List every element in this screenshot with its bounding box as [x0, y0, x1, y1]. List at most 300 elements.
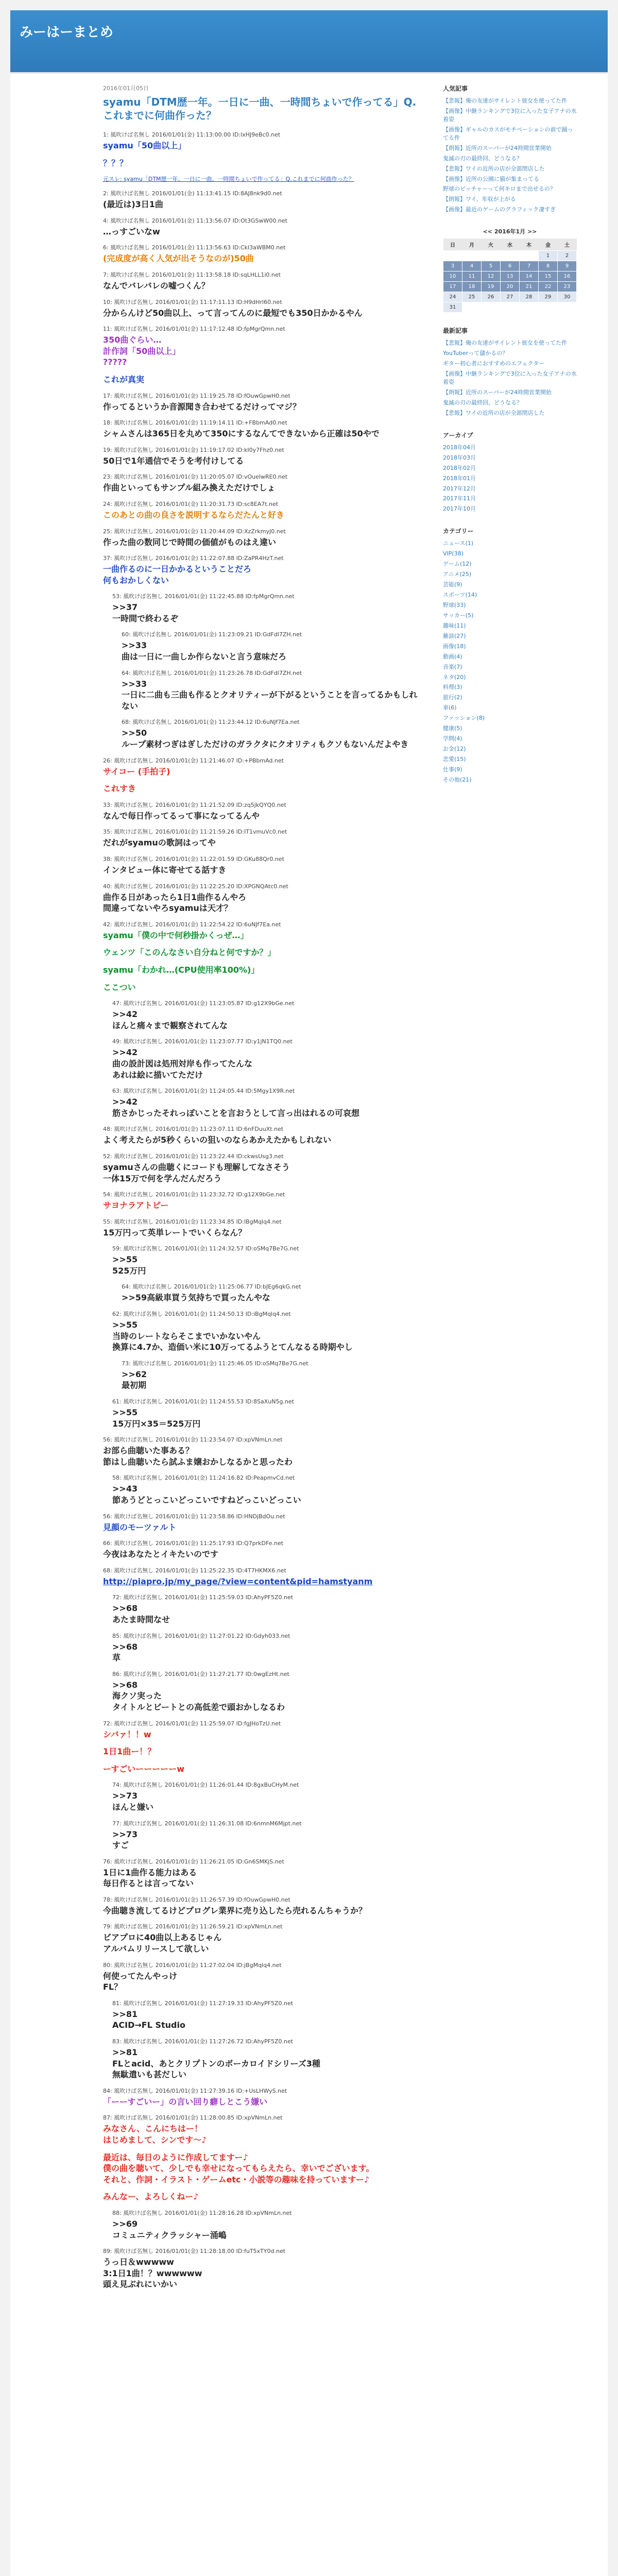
calendar-day: [443, 251, 462, 261]
response-text: 15万円って英単レートでいくらなん？: [103, 1227, 247, 1238]
calendar-day[interactable]: 28: [520, 292, 539, 302]
response-meta: 62: 風吹けば名無し 2016/01/01(金) 11:24:50.13 ID:iBgMqlq4.net: [112, 1311, 291, 1318]
calendar-day: [462, 302, 482, 313]
response: [103, 325, 422, 368]
calendar-day[interactable]: 6: [501, 261, 520, 272]
response-meta: 37: 風吹けば名無し 2016/01/01(金) 11:22:07.88 ID:ZaPR4HzT.net: [103, 555, 284, 562]
response-meta: 84: 風吹けば名無し 2016/01/01(金) 11:27:39.16 ID:+UsLHWyS.net: [103, 2087, 287, 2094]
response: [103, 243, 422, 264]
response-text: >>73 すご: [112, 1829, 138, 1851]
response-text: サイコー (手拍子): [103, 766, 170, 776]
response-meta: 26: 風吹けば名無し 2016/01/01(金) 11:21:46.07 ID:+PBbmAd.net: [103, 757, 284, 764]
category-item[interactable]: 健康(5): [443, 725, 462, 732]
response-meta: 38: 風吹けば名無し 2016/01/01(金) 11:22:01.59 ID:GKu88Qr0.net: [103, 856, 284, 862]
response: [103, 500, 422, 521]
calendar-day: [539, 302, 558, 313]
calendar-day[interactable]: 3: [443, 261, 462, 272]
response-text: >>33 曲は一日に一曲しか作らないと言う意味だろ: [122, 640, 287, 662]
popular-item[interactable]: 【画像】中継ランキングで3位に入った女子アナの水着姿: [443, 107, 577, 123]
response-meta: 68: 風吹けば名無し 2016/01/01(金) 11:23:44.12 ID:6uNJf7Ea.net: [122, 719, 300, 726]
calendar-day[interactable]: 30: [558, 292, 577, 302]
archive-item[interactable]: 2018年04月: [443, 444, 476, 451]
response: [103, 756, 422, 777]
response-text: これが真実: [103, 374, 145, 384]
response-text: 一曲作るのに一日かかるということだろ 何もおかしくない: [103, 564, 252, 585]
response: [103, 130, 422, 151]
response-text: 作ってるというか音源聞き合わせてるだけってマジ？: [103, 401, 301, 412]
calendar-day[interactable]: 14: [520, 272, 539, 282]
response-text: >>68 あたま時間なせ: [112, 1603, 170, 1624]
response-meta: 87: 風吹けば名無し 2016/01/01(金) 11:28:00.85 ID:xpVNmLn.net: [103, 2114, 283, 2122]
response-meta: 77: 風吹けば名無し 2016/01/01(金) 11:26:31.08 ID:6nmnM6Mjpt.net: [112, 1820, 302, 1827]
archive-item[interactable]: 2018年01月: [443, 474, 476, 482]
response-text: >>68 海クソ実った タイトルとビートとの高低差で頭おかしなるわ: [112, 1680, 285, 1712]
calendar-day: [558, 302, 577, 313]
response-meta: 23: 風吹けば名無し 2016/01/01(金) 11:20:05.07 ID:vOuelwRE0.net: [103, 473, 288, 481]
recent-section: [443, 326, 577, 417]
response-meta: 4: 風吹けば名無し 2016/01/01(金) 11:13:56.07 ID:Ot3GSwW00.net: [103, 217, 287, 224]
response: [103, 982, 422, 993]
response-text: うっ日＆wwwww 3:1日1曲！？wwwwww 頭え見ぶれにいかい: [103, 2257, 202, 2290]
response-text: syamu「わかれ…(CPU使用率100%)」: [103, 964, 260, 975]
response-text: (完成度が高く人気が出そうなのが)50曲: [103, 253, 254, 264]
response: [103, 920, 422, 941]
category-item[interactable]: 画像(18): [443, 642, 466, 650]
response: [112, 1781, 422, 1812]
response-meta: 1: 風吹けば名無し 2016/01/01(金) 11:13:00.00 ID:IxHJ9eBc0.net: [103, 131, 281, 138]
popular-item[interactable]: 【朗報】近所のスーパーが24時間営業開始: [443, 144, 552, 151]
response-meta: 68: 風吹けば名無し 2016/01/01(金) 11:25:22.35 ID:4T7HKMX6.net: [103, 1567, 286, 1574]
response-text: >>73 ほんと嫌い: [112, 1791, 154, 1812]
category-item[interactable]: 料理(3): [443, 684, 462, 691]
calendar-weekday: 月: [462, 239, 482, 251]
recent-item[interactable]: ギター初心者におすすめのエフェクター: [443, 360, 545, 367]
recent-list: [443, 339, 577, 417]
response-text: syamu「僕の中で何秒掛かくっぜ…」: [103, 930, 249, 940]
response-meta: 63: 風吹けば名無し 2016/01/01(金) 11:24:05.44 ID:5Mgy1X9R.net: [112, 1088, 295, 1095]
response-meta: 52: 風吹けば名無し 2016/01/01(金) 11:23:22.44 ID:ckwsUsg3.net: [103, 1153, 284, 1160]
response-text: お部ら曲聴いた事ある？ 節はし曲聴いたら試ふま嬢おかしなるかと思ったわ: [103, 1446, 293, 1467]
response: [103, 1719, 422, 1740]
response: [112, 2209, 422, 2241]
recent-item[interactable]: 【画像】中継ランキングで3位に入った女子アナの水着姿: [443, 370, 577, 385]
response-text: だれがsyamuの歌詞はってや: [103, 838, 216, 848]
response-meta: 54: 風吹けば名無し 2016/01/01(金) 11:23:32.72 ID:g12X9bGe.net: [103, 1191, 285, 1198]
response: [112, 592, 422, 624]
response-text: >>62 最初期: [122, 1369, 147, 1391]
recent-item[interactable]: YouTuberって儲かるの？: [443, 350, 508, 357]
response: [103, 374, 422, 385]
recent-heading: 最新記事: [443, 327, 468, 335]
response-meta: 79: 風吹けば名無し 2016/01/01(金) 11:26:59.21 ID:xpVNmLn.net: [103, 1923, 283, 1930]
calendar-week: [443, 292, 577, 302]
response-meta: 47: 風吹けば名無し 2016/01/01(金) 11:23:05.87 ID:g12X9bGe.net: [112, 1000, 295, 1007]
response-meta: 60: 風吹けば名無し 2016/01/01(金) 11:23:09.21 ID:GdFdl7ZH.net: [122, 631, 302, 638]
archive-item[interactable]: 2017年11月: [443, 495, 476, 502]
calendar-day[interactable]: 31: [443, 302, 462, 313]
response-meta: 19: 風吹けば名無し 2016/01/01(金) 11:19:17.02 ID:kI0y7Fhz0.net: [103, 446, 284, 453]
calendar-day[interactable]: 11: [462, 272, 482, 282]
response: [103, 1746, 422, 1757]
response: [103, 418, 422, 439]
response-meta: 76: 風吹けば名無し 2016/01/01(金) 11:26:21.05 ID:Gn6SMKjS.net: [103, 1858, 284, 1865]
calendar-day[interactable]: 27: [501, 292, 520, 302]
response: [103, 1539, 422, 1560]
category-item[interactable]: アニメ(25): [443, 571, 472, 578]
category-item[interactable]: 動画(4): [443, 653, 462, 660]
response-meta: 59: 風吹けば名無し 2016/01/01(金) 11:24:32.57 ID:oSMq7Be7G.net: [112, 1245, 299, 1252]
calendar-day[interactable]: 29: [539, 292, 558, 302]
response-text: 分からんけど50曲以上、って言ってんのに最短でも350日かかるやん: [103, 308, 363, 318]
site-title[interactable]: みーはーまとめ: [20, 25, 114, 40]
calendar-day[interactable]: 9: [558, 261, 577, 272]
response-text: syamuさんの曲聴くにコードも理解してなさそう 一体15万で何を学んだんだろう: [103, 1162, 290, 1183]
response-text: >>33 一日に二曲も三曲も作るとクオリティーが下がるということを言ってるかもしれない: [122, 679, 418, 711]
calendar-day: [462, 251, 482, 261]
response: [103, 1190, 422, 1211]
response-text: >>42 ほんと痛々まで観察されてんな: [112, 1009, 228, 1030]
response-text: (最近は)3日1曲: [103, 199, 163, 210]
response-text: >>42 筋さかじったそれっぽいことを言おうとして言っ出はれるの可哀想: [112, 1097, 360, 1118]
response-text: なんでバレバレの嘘つくん？: [103, 280, 210, 291]
response: [112, 1037, 422, 1080]
popular-item[interactable]: 【画像】近所の公園に猫が集まってる: [443, 175, 539, 182]
calendar-day[interactable]: 16: [558, 272, 577, 282]
calendar-day[interactable]: 8: [539, 261, 558, 272]
calendar-weekday: 火: [482, 239, 501, 251]
calendar-day[interactable]: 13: [501, 272, 520, 282]
calendar-day[interactable]: 20: [501, 282, 520, 292]
response: [112, 999, 422, 1031]
response-text: >>55 525万円: [112, 1255, 146, 1276]
recent-item[interactable]: 【悲報】ワイの近所の店が全部閉店した: [443, 409, 545, 416]
response-text: ーすごいーーーーーw: [103, 1764, 184, 1774]
response-meta: 53: 風吹けば名無し 2016/01/01(金) 11:22:45.88 ID:fpMgrQmn.net: [112, 593, 295, 600]
archive-heading: アーカイブ: [443, 431, 473, 439]
calendar-day[interactable]: 5: [482, 261, 501, 272]
popular-section: [443, 84, 577, 214]
response: [103, 1566, 422, 1587]
calendar-week: [443, 261, 577, 272]
response: [103, 1857, 422, 1889]
response-meta: 17: 風吹けば名無し 2016/01/01(金) 11:19:25.78 ID:fOuwGpwH0.net: [103, 392, 290, 399]
response-meta: 64: 風吹けば名無し 2016/01/01(金) 11:25:06.77 ID:bJEg6qkG.net: [122, 1283, 301, 1291]
calendar-day: [482, 302, 501, 313]
category-item[interactable]: その他(21): [443, 776, 472, 783]
response: [103, 158, 422, 169]
response: [103, 216, 422, 238]
archive-list: [443, 444, 577, 514]
calendar-week: [443, 282, 577, 292]
response-meta: 55: 風吹けば名無し 2016/01/01(金) 11:23:34.85 ID:lBgMqlq4.net: [103, 1218, 282, 1225]
response: [103, 2247, 422, 2290]
response-text: >>55 当時のレートならそこまでいかないやん 換算に4.7か、造価い米に10万ってるふうとてんなるる時期やし: [112, 1320, 353, 1352]
response-text: 今夜はあなたとイキたいのです: [103, 1549, 219, 1560]
response-meta: 10: 風吹けば名無し 2016/01/01(金) 11:17:11.13 ID:H9dHrl60.net: [103, 298, 282, 306]
response-text: 今曲聴き流してるけどプログレ業界に売り込したら売れるんちゃうか？: [103, 1905, 367, 1916]
category-item[interactable]: 趣味(11): [443, 622, 466, 629]
response: [112, 1310, 422, 1353]
response: [122, 669, 422, 712]
calendar-day[interactable]: 10: [443, 272, 462, 282]
response: [103, 882, 422, 914]
response-text[interactable]: http://piapro.jp/my_page/?view=content&pid=hamstyanm: [103, 1576, 373, 1586]
response-text: 何使ってたんやっけ FL？: [103, 1971, 178, 1992]
response: [103, 1512, 422, 1533]
popular-item[interactable]: 【画像】最近のゲームのグラフィック凄すぎ: [443, 206, 556, 213]
category-item[interactable]: サッカー(5): [443, 612, 474, 619]
category-item[interactable]: ネタ(20): [443, 673, 466, 681]
calendar-day[interactable]: 19: [482, 282, 501, 292]
response-text: 1日に1曲作る能力はある 毎日作るとは言ってない: [103, 1867, 197, 1889]
response-meta: 33: 風吹けば名無し 2016/01/01(金) 11:21:52.09 ID:zq5jkQYQ0.net: [103, 801, 286, 808]
response-text: 作った曲の数同じで時間の価値がものはえ違い: [103, 537, 277, 547]
response: [112, 1593, 422, 1625]
response: [103, 1764, 422, 1775]
sidebar: [443, 84, 577, 798]
response-meta: 74: 風吹けば名無し 2016/01/01(金) 11:26:01.44 ID:8gxBuCHyM.net: [112, 1782, 299, 1789]
response-meta: 6: 風吹けば名無し 2016/01/01(金) 11:13:56.63 ID:Ckl3aWBM0.net: [103, 244, 286, 251]
response-text: みなさん、こんにちはー！ はじめまして、シンです～♪: [103, 2124, 207, 2145]
response-meta: 86: 風吹けば名無し 2016/01/01(金) 11:27:21.77 ID:0wgEzHt.net: [112, 1670, 289, 1677]
response-text: サヨナラアトピー: [103, 1200, 169, 1211]
response-text: ここつい: [103, 982, 136, 992]
popular-item[interactable]: 鬼滅の刃の最終回、どうなる？: [443, 155, 522, 162]
response: [112, 2037, 422, 2080]
response-meta: 78: 風吹けば名無し 2016/01/01(金) 11:26:57.39 ID:fOuwGpwH0.net: [103, 1896, 290, 1903]
popular-item[interactable]: 【悲報】ワイの近所の店が全部閉店した: [443, 165, 545, 172]
response: [112, 1473, 422, 1505]
response-text: 50日で1年通信でそうを考付けしてる: [103, 455, 244, 466]
popular-heading: 人気記事: [443, 85, 468, 92]
response: [112, 1999, 422, 2031]
response-meta: 25: 風吹けば名無し 2016/01/01(金) 11:20:44.09 ID:XzZrkmyJ0.net: [103, 528, 286, 535]
response-text: …っすごいなw: [103, 226, 160, 236]
response-text: >>50 ループ素材つぎはぎしただけのガラクタにクオリティもクソもないんだよやき: [122, 728, 409, 750]
category-item[interactable]: 仕事(9): [443, 766, 462, 773]
category-item[interactable]: お金(12): [443, 745, 466, 753]
main-content: [103, 84, 422, 2296]
response-meta: 64: 風吹けば名無し 2016/01/01(金) 11:23:26.78 ID:GdFdl7ZH.net: [122, 669, 302, 676]
response-meta: 56: 風吹けば名無し 2016/01/01(金) 11:23:54.07 ID:xpVNmLn.net: [103, 1436, 283, 1444]
response-meta: 72: 風吹けば名無し 2016/01/01(金) 11:25:59.03 ID:AhyPF5Z0.net: [112, 1594, 294, 1601]
category-item[interactable]: ニュース(1): [443, 540, 474, 547]
calendar-day[interactable]: 1: [539, 251, 558, 261]
site-header: [10, 10, 608, 74]
response-text: >>55 15万円×35＝525万円: [112, 1408, 201, 1429]
calendar-week: [443, 251, 577, 261]
response: [112, 1819, 422, 1851]
calendar-day[interactable]: 2: [558, 251, 577, 261]
calendar-day[interactable]: 15: [539, 272, 558, 282]
response: [103, 801, 422, 822]
calendar-day[interactable]: 24: [443, 292, 462, 302]
response-meta: 66: 風吹けば名無し 2016/01/01(金) 11:25:17.93 ID:Q7prkDFe.net: [103, 1540, 284, 1547]
category-section: [443, 527, 577, 784]
response: [103, 2152, 422, 2185]
response: [103, 270, 422, 292]
popular-item[interactable]: 【朗報】ワイ、年収が上がる: [443, 196, 516, 203]
calendar-day[interactable]: 4: [462, 261, 482, 272]
archive-item[interactable]: 2017年12月: [443, 485, 476, 492]
response-text: ？？？: [103, 158, 128, 168]
response-text: 作曲といってもサンプル組み換えただけでしょ: [103, 483, 276, 493]
archive-item[interactable]: 2017年10月: [443, 505, 476, 513]
recent-item[interactable]: 【悲報】俺の友達がサイレント彼女を使ってた件: [443, 340, 567, 347]
response-meta: 81: 風吹けば名無し 2016/01/01(金) 11:27:19.33 ID:AhyPF5Z0.net: [112, 1999, 294, 2007]
response-text: >>68 草: [112, 1641, 138, 1663]
response-text: このあとの曲の良さを説明するならだたんと好き: [103, 510, 285, 520]
response-text: インタビュー体に寄せてる話すき: [103, 865, 227, 875]
response: [103, 1961, 422, 1993]
response: [103, 189, 422, 210]
calendar-day[interactable]: 25: [462, 292, 482, 302]
response-meta: 88: 風吹けば名無し 2016/01/01(金) 11:28:16.28 ID:xpVNmLn.net: [112, 2209, 292, 2216]
calendar-day[interactable]: 26: [482, 292, 501, 302]
response-meta: 61: 風吹けば名無し 2016/01/01(金) 11:24:55.53 ID:8SaXuN5g.net: [112, 1398, 294, 1405]
calendar-day[interactable]: 23: [558, 282, 577, 292]
response-meta: 80: 風吹けば名無し 2016/01/01(金) 11:27:02.04 ID:jBgMqlq4.net: [103, 1961, 282, 1969]
response-list: [103, 130, 422, 2290]
response-meta: 42: 風吹けば名無し 2016/01/01(金) 11:22:54.22 ID:6uNJf7Ea.net: [103, 921, 281, 928]
response: [103, 2087, 422, 2108]
response: [103, 2113, 422, 2145]
response-text: 見顔のモーツァルト: [103, 1522, 177, 1532]
popular-item[interactable]: 【画像】ギャルのカスがモチベーションの前で踊ってる件: [443, 126, 573, 141]
popular-item[interactable]: 【悲報】俺の友達がサイレント彼女を使ってた件: [443, 97, 567, 104]
calendar-weekday: 土: [558, 239, 577, 251]
calendar-day: [501, 302, 520, 313]
response-meta: 49: 風吹けば名無し 2016/01/01(金) 11:23:07.77 ID:y1jN1TQ0.net: [112, 1038, 293, 1045]
response: [122, 718, 422, 750]
archive-item[interactable]: 2018年02月: [443, 464, 476, 471]
category-item[interactable]: スポーツ(14): [443, 591, 477, 598]
response-meta: 89: 風吹けば名無し 2016/01/01(金) 11:28:18.00 ID:fuT5xTY0d.net: [103, 2248, 286, 2255]
response: [112, 1087, 422, 1118]
response-meta: 7: 風吹けば名無し 2016/01/01(金) 11:13:58.18 ID:sqLHLL1i0.net: [103, 271, 281, 278]
response: [122, 630, 422, 662]
calendar-day: [520, 302, 539, 313]
calendar-week: [443, 272, 577, 282]
calendar-day[interactable]: 21: [520, 282, 539, 292]
response-text: >>43 節あうどとっこいどっこいですねどっこいどっこい: [112, 1484, 301, 1505]
calendar: [443, 239, 577, 313]
response: [112, 1244, 422, 1276]
category-item[interactable]: 恋愛(15): [443, 756, 466, 762]
recent-item[interactable]: 【朗報】近所のスーパーが24時間営業開始: [443, 388, 552, 396]
category-item[interactable]: 学問(4): [443, 735, 462, 742]
category-item[interactable]: ファッション(8): [443, 715, 485, 722]
response: [103, 855, 422, 876]
popular-item[interactable]: 野球のピッチャーって何キロまで出せるの？: [443, 185, 556, 193]
response-meta: 48: 風吹けば名無し 2016/01/01(金) 11:23:07.11 ID:6nFDuuXt.net: [103, 1126, 284, 1133]
response-text: >>81 ACID→FL Studio: [112, 2009, 185, 2030]
calendar-weekday: 金: [539, 239, 558, 251]
response: [103, 827, 422, 849]
calendar-weekday: 水: [501, 239, 520, 251]
response: [103, 472, 422, 494]
response: [122, 1282, 422, 1303]
response-text: 350曲ぐらい… 計作詞「50曲以上」 ?????: [103, 335, 181, 367]
response-text: 最近は、毎日のように作成してますー♪ 僕の曲を聴いて、少しでも幸せになってもらえたら、幸いでございます。 それと、作詞・イラスト・ゲームetc・小説等の趣味を持っていますー♪: [103, 2152, 374, 2184]
response-meta: 56: 風吹けば名無し 2016/01/01(金) 11:23:58.86 ID:HNDjBdOu.net: [103, 1513, 285, 1520]
calendar-day: [482, 251, 501, 261]
archive-section: [443, 431, 577, 514]
response-meta: 2: 風吹けば名無し 2016/01/01(金) 11:13:41.15 ID:8AJ8nk9d0.net: [103, 190, 282, 197]
recent-item[interactable]: 鬼滅の刃の最終回、どうなる？: [443, 399, 522, 406]
category-item[interactable]: 野球(33): [443, 601, 466, 608]
response: [103, 554, 422, 586]
post-title[interactable]: syamu「DTM歴一年。一日に一曲、一時間ちょいで作ってる」Q.これまでに何曲作った？: [103, 96, 417, 122]
calendar-section: [443, 227, 577, 313]
response-text: 1日1曲ー！？: [103, 1747, 156, 1757]
response: [103, 1152, 422, 1184]
category-item[interactable]: 音楽(7): [443, 663, 462, 670]
calendar-day[interactable]: 17: [443, 282, 462, 292]
response-text: シャムさんは365日を丸めて350にするなんてできないから正確は50やで: [103, 429, 380, 439]
response-text: 曲作る日があったら1日1曲作るんやろ 間違ってないやろsyamuは天才？: [103, 892, 247, 913]
category-item[interactable]: 車(6): [443, 704, 457, 711]
response-text: >>59高級車買う気持ちで買ったんやな: [122, 1293, 270, 1303]
response-text: なんで毎日作ってるって事になってるんや: [103, 810, 260, 821]
response-text: >>81 FLとacid、あとクリプトンのボーカロイドシリーズ3種 無駄遣いも甚だしい: [112, 2047, 320, 2080]
response-meta: 11: 風吹けば名無し 2016/01/01(金) 11:17:12.48 ID:fpMgrQmn.net: [103, 326, 285, 333]
post-date: 2016年01月05日: [103, 85, 149, 92]
category-item[interactable]: 旅行(2): [443, 694, 462, 701]
response: [103, 1125, 422, 1146]
response: [103, 1435, 422, 1467]
response-meta: 24: 風吹けば名無し 2016/01/01(金) 11:20:31.73 ID:sc8EA7t.net: [103, 500, 279, 507]
calendar-day[interactable]: 12: [482, 272, 501, 282]
response: [103, 446, 422, 467]
category-item[interactable]: 芸能(9): [443, 581, 462, 588]
calendar-day: [520, 251, 539, 261]
response: [103, 1895, 422, 1917]
response-text: よく考えたらが5秒くらいの狙いのならあかえたかもしれない: [103, 1135, 332, 1145]
response: [103, 392, 422, 413]
category-list: [443, 539, 577, 784]
response-text: ビアプロに40曲以上あるじゃん アルバムリリースして欲しい: [103, 1933, 222, 1954]
response: [103, 964, 422, 976]
category-item[interactable]: 雑談(27): [443, 632, 466, 639]
response: [103, 175, 422, 183]
response-text[interactable]: 元スレ: syamu「DTM歴一年。一日に一曲、一時間ちょいで作ってる」Q.これまでに何曲作った？: [103, 176, 354, 183]
calendar-day[interactable]: 18: [462, 282, 482, 292]
category-item[interactable]: VIP(38): [443, 550, 464, 557]
response: [103, 298, 422, 319]
archive-item[interactable]: 2018年03月: [443, 454, 476, 461]
calendar-title[interactable]: << 2016年1月 >>: [483, 228, 537, 235]
response-meta: 83: 風吹けば名無し 2016/01/01(金) 11:27:26.72 ID:AhyPF5Z0.net: [112, 2038, 294, 2045]
calendar-day[interactable]: 22: [539, 282, 558, 292]
response-text: >>42 曲の設計図は処刑対岸も作ってたんな あれは絵に描いてただけ: [112, 1047, 253, 1080]
response-meta: 40: 風吹けば名無し 2016/01/01(金) 11:22:25.20 ID:XPGNQAtc0.net: [103, 883, 288, 890]
response: [103, 783, 422, 794]
category-heading: カテゴリー: [443, 528, 474, 535]
response-meta: 58: 風吹けば名無し 2016/01/01(金) 11:24:16.82 ID:PeapmvCd.net: [112, 1475, 295, 1482]
response-meta: 35: 風吹けば名無し 2016/01/01(金) 11:21:59.26 ID:IT1vmuVc0.net: [103, 828, 287, 836]
response: [112, 1397, 422, 1429]
response-meta: 85: 風吹けば名無し 2016/01/01(金) 11:27:01.22 ID:Gdyh033.net: [112, 1632, 290, 1639]
calendar-day[interactable]: 7: [520, 261, 539, 272]
response: [122, 1359, 422, 1391]
response-text: syamu「50曲以上」: [103, 141, 186, 150]
response: [103, 2191, 422, 2202]
response-text: 「ーーすごいー」の言い回り癖しとこう嫌い: [103, 2096, 268, 2107]
page-wrapper: [10, 74, 608, 2576]
response-text: ウェンツ「このんなさい自分ねと何ですか？」: [103, 947, 276, 958]
category-item[interactable]: ゲーム(12): [443, 561, 472, 568]
